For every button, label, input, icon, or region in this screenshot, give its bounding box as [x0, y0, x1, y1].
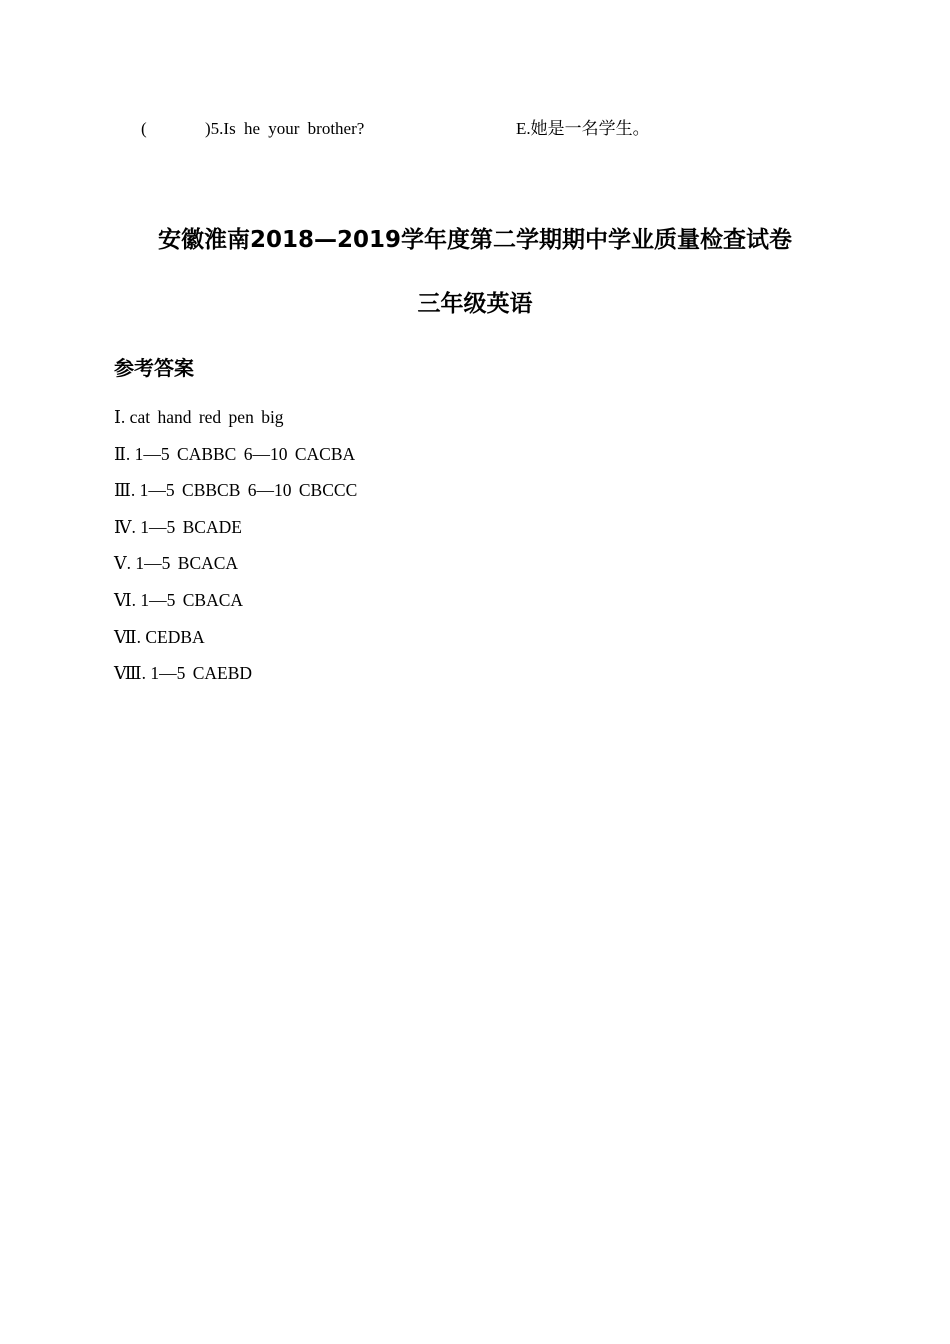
answer-row-text: 1—5 CBBCB 6—10 CBCCC: [139, 480, 358, 501]
answer-row-8: [114, 660, 714, 697]
answer-row-text: cat hand red pen big: [129, 407, 284, 427]
answer-row-5: [114, 550, 714, 587]
matching-question-row: [141, 116, 841, 142]
answer-row-text: CEDBA: [145, 626, 205, 647]
answer-blank-close: [205, 116, 364, 142]
answer-row-3: [114, 477, 714, 514]
question-text: Is he your brother?: [223, 119, 365, 138]
exam-title: 安徽淮南2018—2019学年度第二学期期中学业质量检查试卷: [157, 227, 793, 253]
answer-row-label: Ⅰ.: [114, 407, 130, 427]
answer-row-text: 1—5 CAEBD: [150, 663, 253, 684]
answer-row-label: Ⅲ.: [114, 480, 140, 501]
matching-option: E.她是一名学生。: [516, 119, 650, 138]
question-number: 5.: [210, 119, 224, 138]
answer-row-label: Ⅷ.: [114, 663, 151, 684]
answer-row-6: [114, 587, 714, 624]
answer-key-heading: 参考答案: [114, 356, 194, 380]
answer-row-label: Ⅴ.: [114, 553, 136, 574]
exam-subtitle: 三年级英语: [417, 291, 533, 317]
answer-row-text: 1—5 BCACA: [135, 553, 239, 574]
answer-row-label: Ⅵ.: [114, 589, 141, 610]
answer-row-7: [114, 624, 714, 661]
answer-row-label: Ⅶ.: [114, 626, 146, 647]
answer-row-label: Ⅱ.: [114, 443, 135, 464]
answer-blank-open-paren: (: [141, 119, 147, 138]
answer-row-1: [114, 404, 714, 441]
answer-row-text: 1—5 BCADE: [140, 516, 242, 537]
answer-row-label: Ⅳ.: [114, 516, 141, 537]
answer-key-list: [114, 404, 714, 697]
answer-row-text: 1—5 CABBC 6—10 CACBA: [134, 443, 356, 464]
answer-row-4: [114, 514, 714, 551]
answer-row-text: 1—5 CBACA: [140, 589, 244, 610]
answer-blank-close-paren: ): [205, 119, 211, 138]
answer-row-2: [114, 441, 714, 478]
